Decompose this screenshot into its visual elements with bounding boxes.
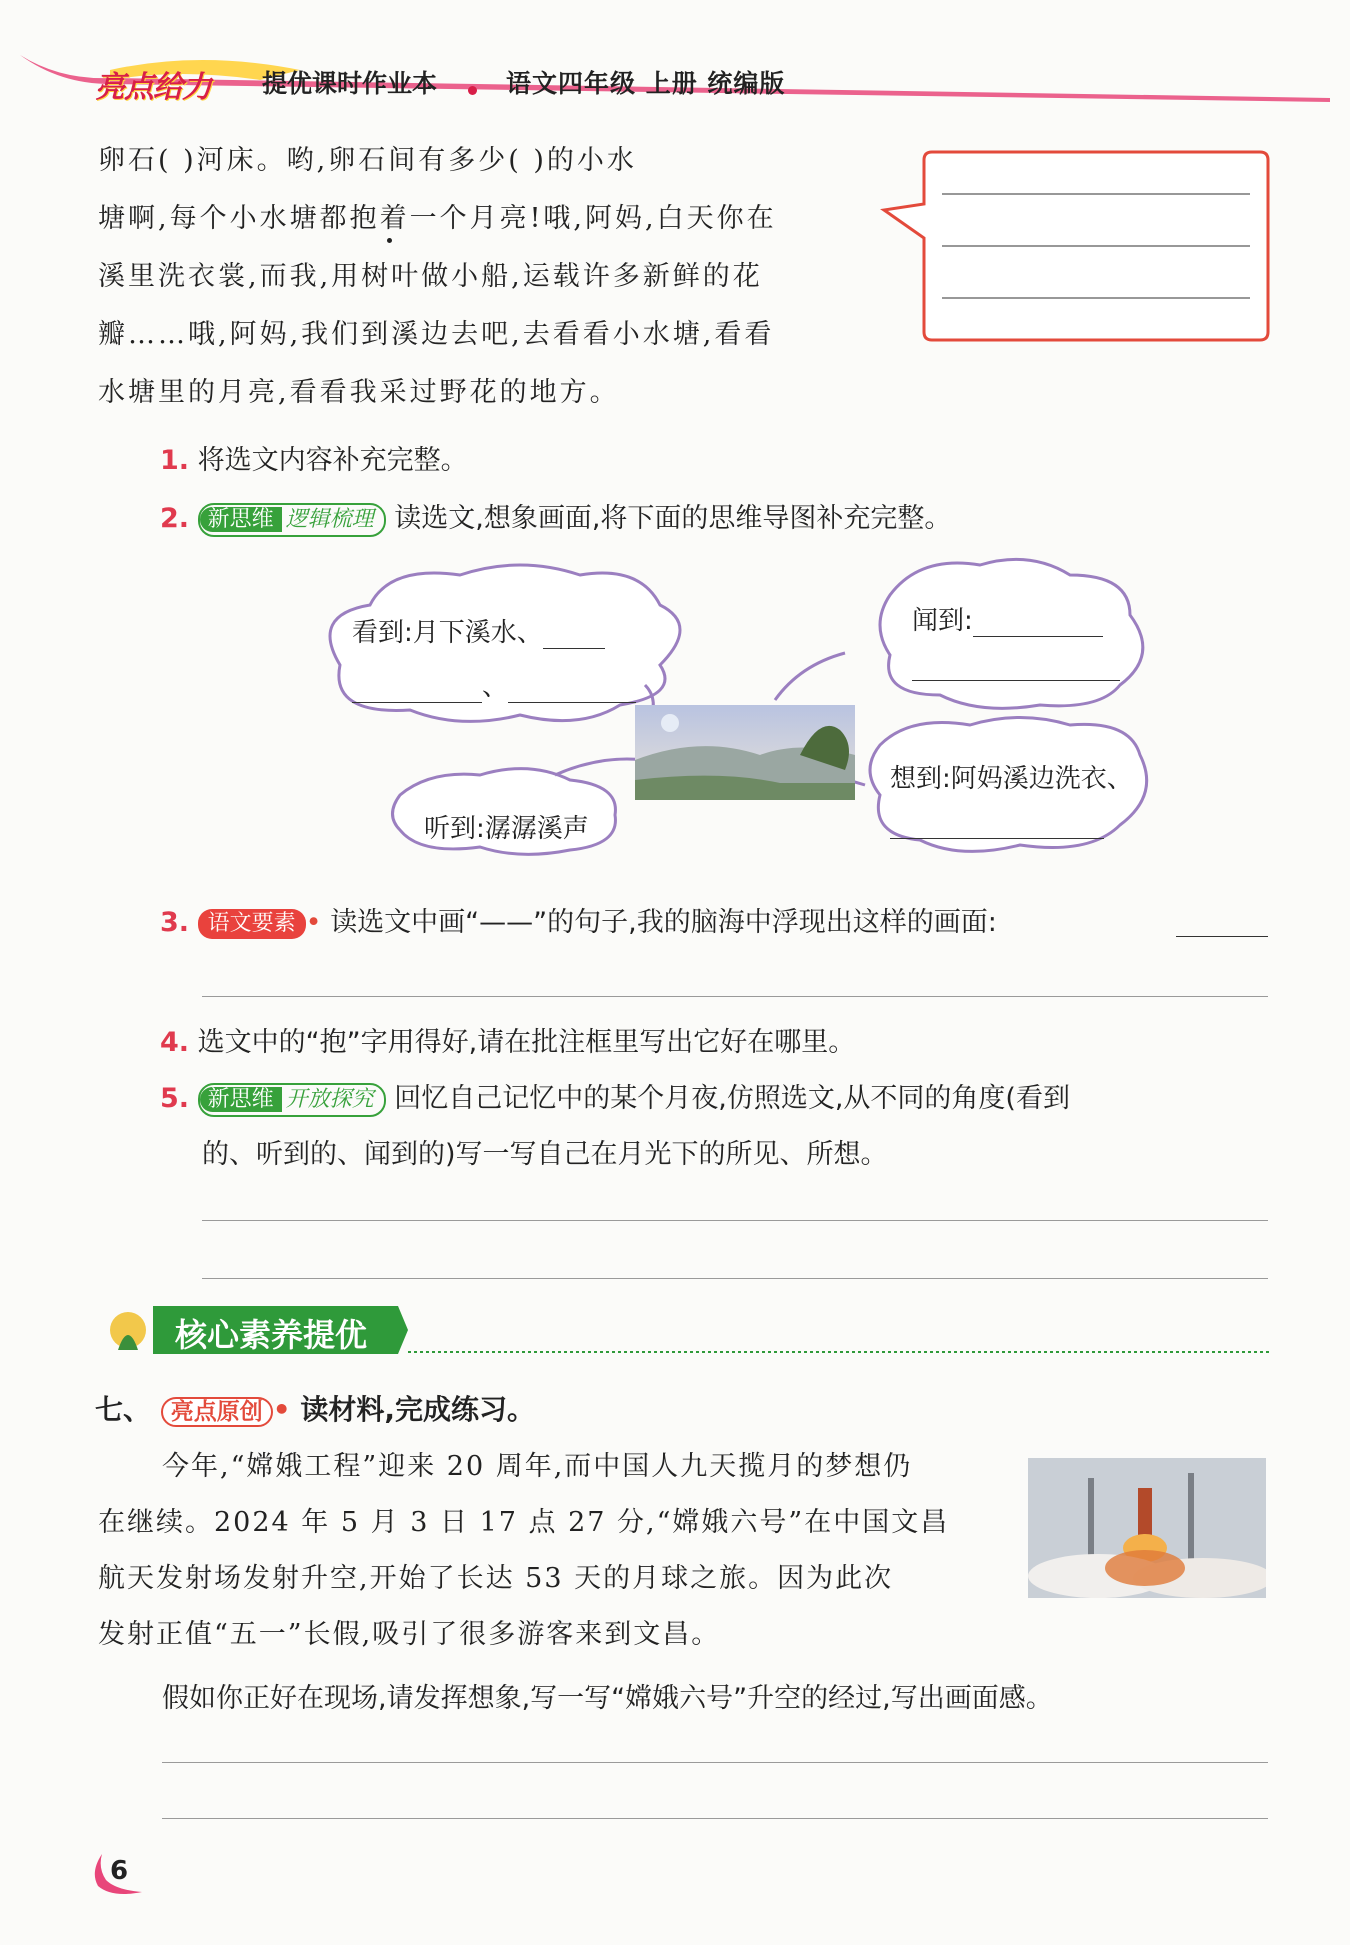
brand-logo: 亮点给力	[95, 70, 211, 105]
passage-line-1: 卵石( )河床。哟,卵石间有多少( )的小水	[98, 145, 637, 176]
tag-chinese-elements: 语文要素	[198, 909, 306, 939]
blank[interactable]	[508, 672, 636, 703]
question-7: 七、 亮点原创 • 读材料,完成练习。	[95, 1393, 536, 1426]
header-dot	[468, 86, 477, 95]
rocket-launch-photo	[1028, 1458, 1266, 1598]
material-instruction: 假如你正好在现场,请发挥想象,写一写“嫦娥六号”升空的经过,写出画面感。	[162, 1683, 1053, 1714]
mindmap-see-blanks: 、	[352, 666, 636, 703]
answer-line[interactable]	[202, 996, 1268, 997]
answer-line[interactable]	[162, 1762, 1268, 1763]
passage-line-3: 溪里洗衣裳,而我,用树叶做小船,运载许多新鲜的花	[98, 261, 763, 292]
answer-line[interactable]	[1176, 936, 1268, 937]
mindmap-smell-blank[interactable]	[912, 680, 1120, 681]
answer-line[interactable]	[162, 1818, 1268, 1819]
material-line-4: 发射正值“五一”长假,吸引了很多游客来到文昌。	[98, 1619, 721, 1650]
passage-line-2: 塘啊,每个小水塘都抱着一个月亮!哦,阿妈,白天你在	[98, 203, 777, 234]
annotation-box[interactable]	[872, 146, 1272, 346]
blank[interactable]	[352, 672, 482, 703]
question-4-text: 选文中的“抱”字用得好,请在批注框里写出它好在哪里。	[197, 1027, 856, 1058]
passage-line-5: 水塘里的月亮,看看我采过野花的地方。	[98, 377, 620, 408]
material-line-2: 在继续。2024 年 5 月 3 日 17 点 27 分,“嫦娥六号”在中国文昌	[98, 1507, 950, 1538]
mindmap-think: 想到:阿妈溪边洗衣、	[890, 764, 1133, 794]
question-1-text: 将选文内容补充完整。	[197, 445, 468, 476]
blank[interactable]	[973, 606, 1103, 637]
question-5-text-1: 回忆自己记忆中的某个月夜,仿照选文,从不同的角度(看到	[394, 1083, 1070, 1114]
question-7-text: 读材料,完成练习。	[300, 1393, 536, 1426]
question-3: 3. 语文要素 • 读选文中画“——”的句子,我的脑海中浮现出这样的画面:	[160, 907, 997, 938]
answer-line[interactable]	[202, 1220, 1268, 1221]
question-3-number: 3.	[160, 907, 190, 938]
question-5-number: 5.	[160, 1083, 190, 1114]
header-subtitle: 提优课时作业本	[262, 69, 438, 98]
mindmap-think-blank[interactable]	[890, 838, 1104, 839]
tag-new-thinking: 新思维 逻辑梳理	[198, 503, 386, 537]
mindmap-hear: 听到:潺潺溪声	[424, 814, 589, 844]
mindmap-see: 看到:月下溪水、	[352, 612, 605, 649]
page-number: 6	[110, 1856, 129, 1886]
blank[interactable]	[543, 618, 605, 649]
material-line-1: 今年,“嫦娥工程”迎来 20 周年,而中国人九天揽月的梦想仍	[162, 1451, 913, 1482]
question-5-text-2: 的、听到的、闻到的)写一写自己在月光下的所见、所想。	[202, 1139, 888, 1170]
answer-line[interactable]	[202, 1278, 1268, 1279]
material-line-3: 航天发射场发射升空,开始了长达 53 天的月球之旅。因为此次	[98, 1563, 894, 1594]
question-2-number: 2.	[160, 503, 190, 534]
passage-line-4: 瓣……哦,阿妈,我们到溪边去吧,去看看小水塘,看看	[98, 319, 775, 350]
tag-new-thinking: 新思维 开放探究	[198, 1083, 386, 1117]
question-1-number: 1.	[160, 445, 190, 476]
question-2	[160, 496, 951, 537]
emphasis-dot	[387, 238, 392, 243]
question-1	[160, 438, 468, 477]
question-3-text: 读选文中画“——”的句子,我的脑海中浮现出这样的画面:	[330, 907, 997, 938]
question-5	[160, 1076, 1070, 1117]
question-4	[160, 1020, 855, 1059]
question-2-text: 读选文,想象画面,将下面的思维导图补充完整。	[394, 503, 952, 534]
header-book-info: 语文四年级 上册 统编版	[506, 69, 786, 98]
mindmap-smell: 闻到:	[912, 600, 1103, 637]
question-4-number: 4.	[160, 1027, 190, 1058]
tag-original: 亮点原创	[161, 1397, 273, 1427]
question-7-number: 七、	[95, 1393, 152, 1426]
section-title: 核心素养提优	[175, 1316, 368, 1354]
